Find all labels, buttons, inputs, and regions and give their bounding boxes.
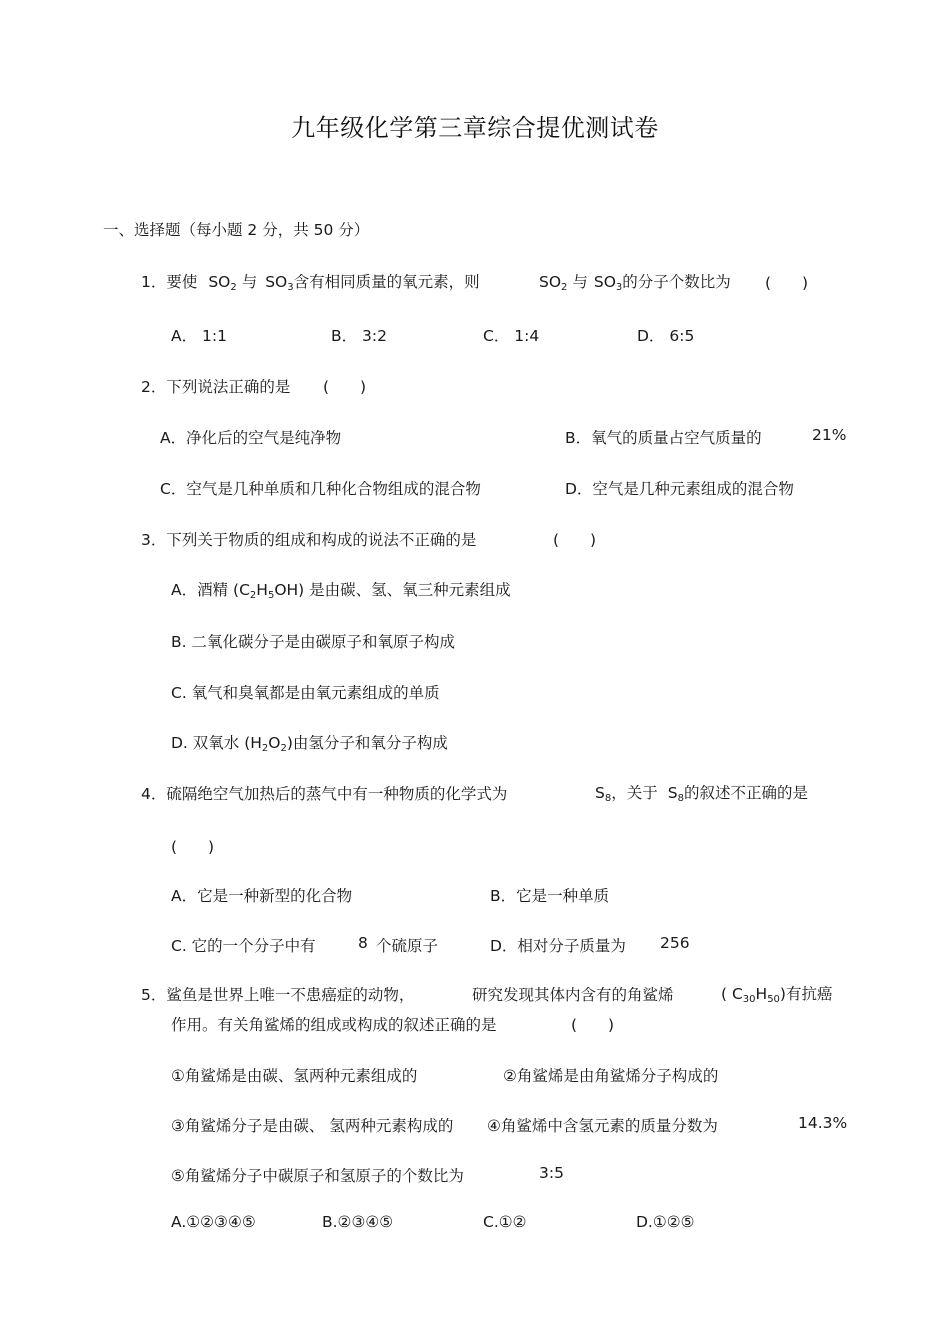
question-3-option-b: B. 二氧化碳分子是由碳原子和氧原子构成 [171, 633, 455, 651]
question-2-option-b: B．氧气的质量占空气质量的 [565, 429, 762, 447]
question-2-stem: 2．下列说法正确的是 [141, 378, 291, 396]
question-5-statement-4: ④角鲨烯中含氢元素的质量分数为 [487, 1117, 718, 1135]
question-4-option-a: A．它是一种新型的化合物 [171, 887, 353, 905]
question-5-option-a: A.①②③④⑤ [171, 1213, 256, 1231]
question-2-option-c: C．空气是几种单质和几种化合物组成的混合物 [160, 480, 481, 498]
question-3-paren: ( ) [553, 531, 597, 549]
question-5-stem: 5．鲨鱼是世界上唯一不患癌症的动物， [141, 986, 415, 1004]
question-1-stem: 1．要使 $SO_2$ 与 $SO_3$含有相同质量的氧元素，则 [141, 273, 480, 293]
question-2-option-b-value: 21% [812, 426, 847, 444]
question-5-statement-2: ②角鲨烯是由角鲨烯分子构成的 [503, 1067, 719, 1085]
question-4-option-d-value: 256 [660, 934, 690, 952]
question-4-option-b: B．它是一种单质 [490, 887, 610, 905]
question-3-option-c: C. 氧气和臭氧都是由氧元素组成的单质 [171, 684, 440, 702]
question-4-option-c-number: 8 [358, 934, 368, 952]
question-4-option-c: C. 它的一个分子中有 [171, 937, 316, 955]
question-2-paren: ( ) [323, 378, 367, 396]
question-1-paren: ( ) [765, 274, 809, 292]
question-4-option-d: D．相对分子质量为 [490, 937, 626, 955]
question-4-paren: ( ) [171, 838, 215, 856]
question-1-stem-cont: $SO_2$ 与 $SO_3$的分子个数比为 [539, 273, 731, 293]
question-1-option-c: C． 1:4 [483, 327, 540, 345]
section-heading: 一、选择题（每小题 2 分，共 50 分） [103, 221, 370, 239]
question-2-option-d: D．空气是几种元素组成的混合物 [565, 480, 794, 498]
question-5-formula: ( $C_{30}H_{50}$)有抗癌 [721, 985, 833, 1005]
question-4-stem-cont: $S_8$，关于 $S_8$的叙述不正确的是 [595, 784, 808, 804]
question-1-option-a: A． 1:1 [171, 327, 227, 345]
question-5-statement-4-value: 14.3% [798, 1114, 848, 1132]
question-5-paren: ( ) [571, 1016, 615, 1034]
question-5-option-b: B.②③④⑤ [322, 1213, 394, 1231]
question-3-option-d: D. 双氧水 $(H_2O_2)$由氢分子和氧分子构成 [171, 734, 448, 754]
question-3-stem: 3．下列关于物质的组成和构成的说法不正确的是 [141, 531, 477, 549]
question-5-option-d: D.①②⑤ [636, 1213, 695, 1231]
question-2-option-a: A．净化后的空气是纯净物 [160, 429, 342, 447]
question-1-option-b: B． 3:2 [331, 327, 388, 345]
question-5-stem-line2: 作用。有关角鲨烯的组成或构成的叙述正确的是 [171, 1016, 497, 1034]
question-1-option-d: D． 6:5 [637, 327, 695, 345]
question-5-statement-1: ①角鲨烯是由碳、氢两种元素组成的 [171, 1067, 418, 1085]
question-5-stem-mid: 研究发现其体内含有的角鲨烯 [472, 986, 674, 1004]
question-4-stem: 4．硫隔绝空气加热后的蒸气中有一种物质的化学式为 [141, 785, 508, 803]
question-5-statement-5-value: 3:5 [539, 1164, 564, 1182]
question-3-option-a: A．酒精 $(C_2H_5OH)$ 是由碳、氢、氧三种元素组成 [171, 581, 511, 601]
question-5-option-c: C.①② [483, 1213, 527, 1231]
question-5-statement-5: ⑤角鲨烯分子中碳原子和氢原子的个数比为 [171, 1167, 464, 1185]
question-5-statement-3: ③角鲨烯分子是由碳、 氢两种元素构成的 [171, 1117, 454, 1135]
page-title: 九年级化学第三章综合提优测试卷 [291, 114, 659, 142]
question-4-option-c-end: 个硫原子 [376, 937, 439, 955]
